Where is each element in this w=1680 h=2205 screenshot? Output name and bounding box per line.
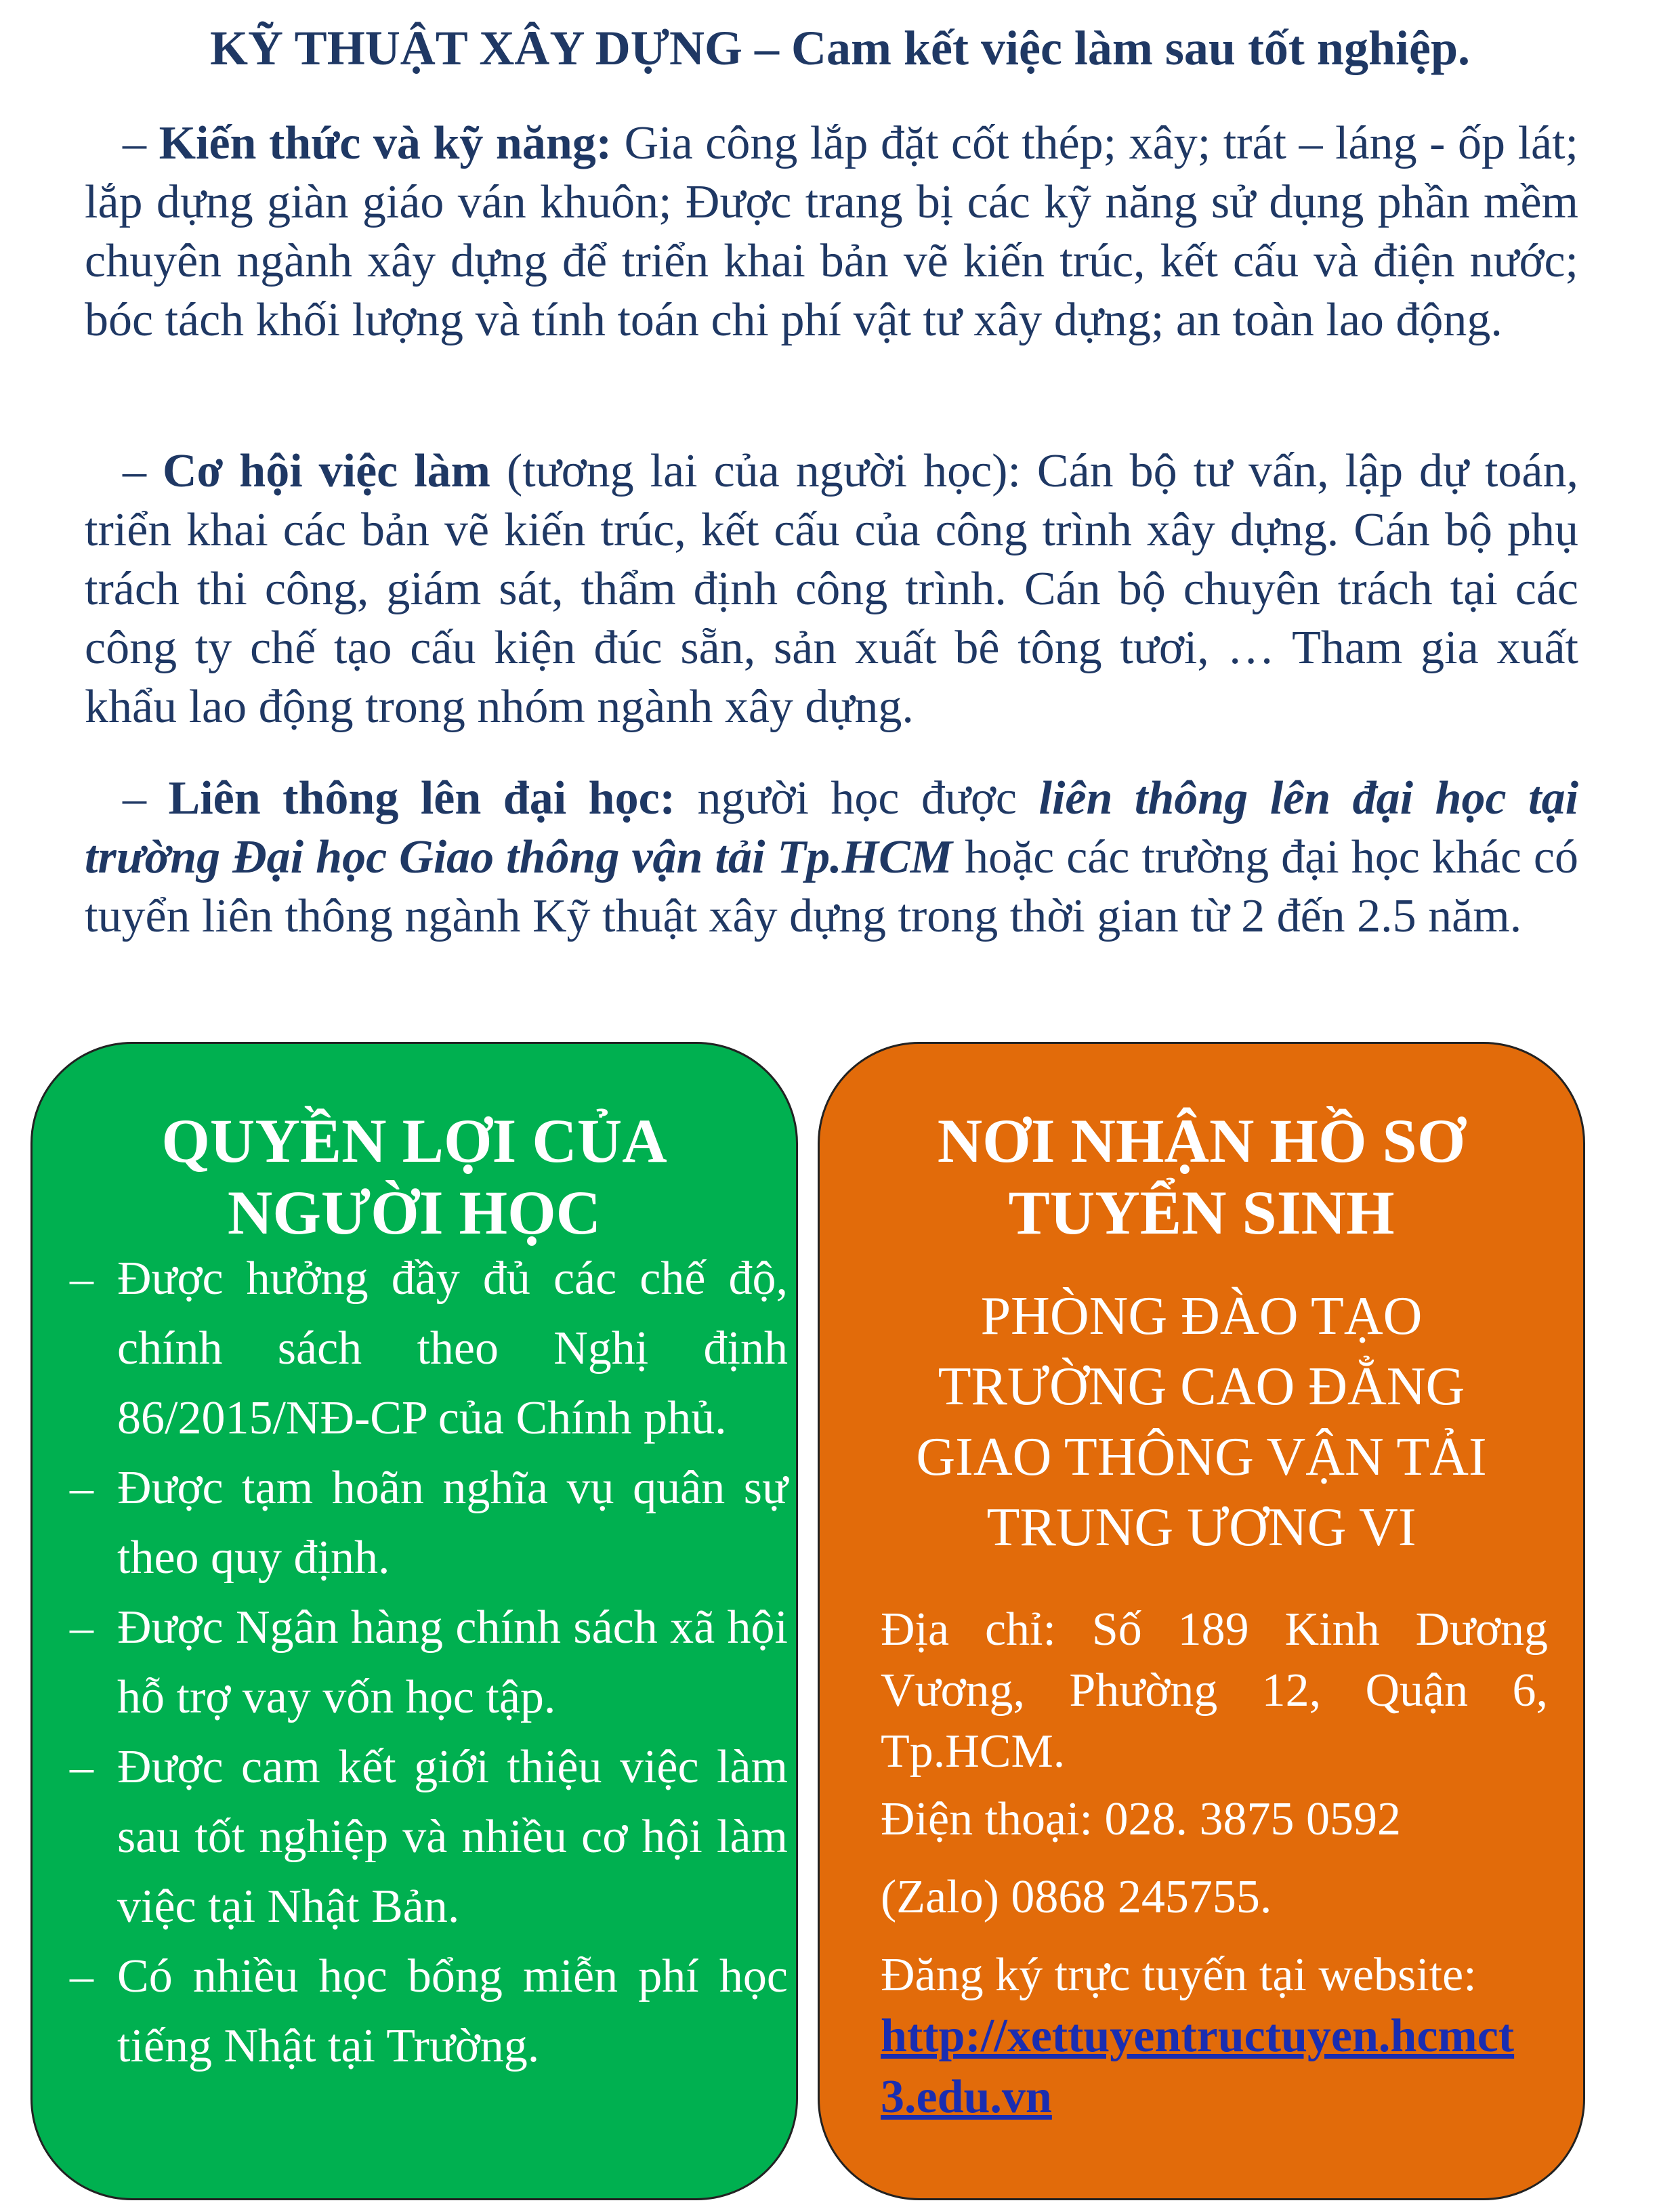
benefit-item — [70, 1593, 788, 1732]
benefit-text: Được tạm hoãn nghĩa vụ quân sự theo quy định. — [117, 1462, 788, 1584]
jobs-dash: – — [123, 445, 146, 497]
benefit-item — [70, 1941, 788, 2081]
benefits-title — [33, 1105, 796, 1248]
address-text: Địa chỉ: Số 189 Kinh Dương Vương, Phường 12, Quận 6, Tp.HCM. — [881, 1603, 1548, 1778]
benefit-dash: – — [70, 1462, 93, 1514]
benefit-dash: – — [70, 1950, 93, 2002]
website-link[interactable]: http://xettuyentructuyen.hcmct3.edu.vn — [881, 2010, 1515, 2123]
admissions-box — [818, 1042, 1585, 2200]
transfer-dash: – — [123, 772, 146, 824]
benefit-dash: – — [70, 1741, 93, 1793]
benefit-item — [70, 1732, 788, 1941]
office-line-2: TRƯỜNG CAO ĐẲNG — [938, 1357, 1465, 1416]
jobs-label: Cơ hội việc làm — [162, 445, 490, 497]
office-line-4: TRUNG ƯƠNG VI — [986, 1498, 1416, 1557]
phone-text: Điện thoại: 028. 3875 0592 — [881, 1793, 1401, 1845]
admissions-title — [820, 1105, 1583, 1248]
page-heading: KỸ THUẬT XÂY DỰNG – Cam kết việc làm sau tốt nghiệp. — [209, 21, 1470, 75]
zalo-text: (Zalo) 0868 245755. — [881, 1871, 1272, 1923]
benefit-text: Được cam kết giới thiệu việc làm sau tốt nghiệp và nhiều cơ hội làm việc tại Nhật Bản. — [117, 1741, 788, 1933]
benefits-title-line-2: NGƯỜI HỌC — [227, 1178, 602, 1247]
benefit-text: Được hưởng đầy đủ các chế độ, chính sách theo Nghị định 86/2015/NĐ-CP của Chính phủ. — [117, 1253, 788, 1444]
skills-paragraph — [85, 114, 1578, 350]
office-line-1: PHÒNG ĐÀO TẠO — [980, 1286, 1423, 1346]
admissions-title-line-1: NƠI NHẬN HỒ SƠ — [937, 1106, 1466, 1175]
benefit-text: Có nhiều học bổng miễn phí học tiếng Nhật tại Trường. — [117, 1950, 788, 2072]
benefits-box — [30, 1042, 798, 2200]
skills-dash: – — [123, 117, 146, 169]
transfer-text-2: hoặc các trường đại học khác có tuyển liên thông ngành Kỹ thuật xây dựng trong thời gian từ 2 đến 2.5 năm. — [85, 831, 1579, 942]
benefits-list — [70, 1244, 788, 2081]
benefit-dash: – — [70, 1253, 93, 1305]
transfer-emphasis: liên thông lên đại học tại trường Đại học Giao thông vận tải Tp.HCM — [85, 772, 1579, 883]
transfer-label: Liên thông lên đại học: — [168, 772, 675, 824]
skills-text: Gia công lắp đặt cốt thép; xây; trát – láng - ốp lát; lắp dựng giàn giáo ván khuôn; Được trang bị các kỹ năng sử dụng phần mềm chuyên ngành xây dựng để triển khai bản vẽ kiến trúc, kết cấu và điện nước; bóc tách khối lượng và tính toán chi phí vật tư xây dựng; an toàn lao động. — [85, 117, 1579, 346]
jobs-text: (tương lai của người học): Cán bộ tư vấn, lập dự toán, triển khai các bản vẽ kiến trúc, kết cấu của công trình xây dựng. Cán bộ phụ trách thi công, giám sát, thẩm định công trình. Cán bộ chuyên trách tại các công ty chế tạo cấu kiện đúc sẵn, sản xuất bê tông tươi, … Tham gia xuất khẩu lao động trong nhóm ngành xây dựng. — [85, 445, 1578, 733]
benefit-item — [70, 1453, 788, 1593]
jobs-paragraph — [85, 442, 1578, 736]
benefit-dash: – — [70, 1601, 93, 1654]
benefit-item — [70, 1244, 788, 1453]
skills-label: Kiến thức và kỹ năng: — [159, 117, 612, 169]
register-label: Đăng ký trực tuyến tại website: — [881, 1949, 1477, 2001]
benefits-title-line-1: QUYỀN LỢI CỦA — [161, 1106, 667, 1175]
transfer-paragraph — [85, 769, 1578, 946]
office-line-3: GIAO THÔNG VẬN TẢI — [916, 1427, 1487, 1487]
transfer-text-1: người học được — [675, 772, 1039, 824]
benefit-text: Được Ngân hàng chính sách xã hội hỗ trợ vay vốn học tập. — [117, 1601, 788, 1723]
office-name — [820, 1281, 1583, 1563]
admissions-title-line-2: TUYỂN SINH — [1008, 1178, 1395, 1247]
